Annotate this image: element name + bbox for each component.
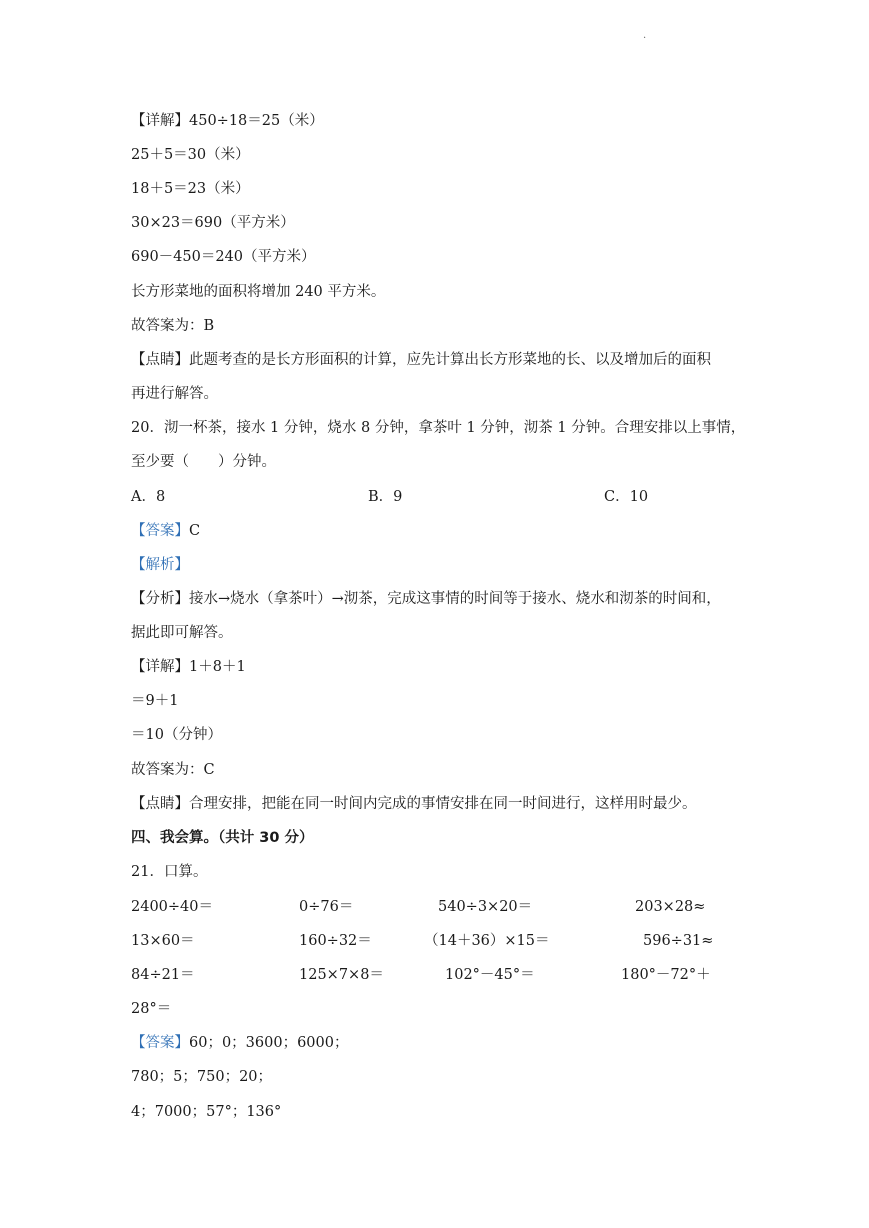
q21-answer-line2: 780；5；750；20； (131, 1069, 273, 1085)
q21-row2-item4: 596÷31≈ (643, 933, 714, 949)
comment-label: 【点睛】 (131, 796, 189, 812)
q19-line4: 30×23＝690（平方米） (131, 215, 295, 231)
q19-line5: 690－450＝240（平方米） (131, 249, 316, 265)
detail-label: 【详解】 (131, 113, 189, 129)
q20-detail-line2: ＝9＋1 (131, 693, 179, 709)
detail-text: 450÷18＝25（米） (189, 113, 324, 129)
answer-value: C (189, 523, 201, 539)
q21-row3-continuation: 28°＝ (131, 1001, 172, 1017)
q19-line6: 长方形菜地的面积将增加 240 平方米。 (131, 284, 386, 300)
detail-text: 1＋8＋1 (189, 659, 246, 675)
detail-label: 【详解】 (131, 659, 189, 675)
q21-row2-item3: （14＋36）×15＝ (424, 933, 550, 949)
q19-comment-line2: 再进行解答。 (131, 386, 218, 402)
q20-question-line2: 至少要（ ）分钟。 (131, 454, 276, 470)
analysis-text: 接水→烧水（拿茶叶）→沏茶，完成这事情的时间等于接水、烧水和沏茶的时间和， (189, 591, 721, 607)
q20-option-b: B．9 (368, 489, 403, 505)
comment-label: 【点睛】 (131, 352, 189, 368)
q20-option-c: C．10 (604, 489, 649, 505)
q20-analysis-line1 (131, 589, 721, 609)
q21-row1-item3: 540÷3×20＝ (438, 899, 533, 915)
q20-analysis-line2: 据此即可解答。 (131, 625, 233, 641)
q19-comment-line1 (131, 350, 711, 370)
q21-row3-item1: 84÷21＝ (131, 967, 195, 983)
q21-row2-item2: 160÷32＝ (299, 933, 372, 949)
q21-row1-item2: 0÷76＝ (299, 899, 354, 915)
q20-comment-line1 (131, 794, 697, 814)
answer-text: 60；0；3600；6000； (189, 1035, 349, 1051)
answer-label: 【答案】 (131, 1035, 189, 1051)
q21-row1-item4: 203×28≈ (635, 899, 706, 915)
section-title: 四、我会算。（共计 30 分） (131, 830, 314, 846)
q19-line3: 18＋5＝23（米） (131, 181, 250, 197)
q21-question: 21．口算。 (131, 864, 208, 880)
answer-label: 【答案】 (131, 523, 189, 539)
q19-line2: 25＋5＝30（米） (131, 147, 250, 163)
corner-mark: . (643, 30, 647, 41)
q21-row1-item1: 2400÷40＝ (131, 899, 214, 915)
q20-question-line1: 20．沏一杯茶，接水 1 分钟，烧水 8 分钟，拿茶叶 1 分钟，沏茶 1 分钟。合理安排以上事情， (131, 420, 746, 436)
q21-row3-item3: 102°－45°＝ (445, 967, 535, 983)
q20-analysis-label: 【解析】 (131, 557, 189, 573)
q21-answer-line1 (131, 1033, 348, 1053)
q20-answer (131, 521, 200, 541)
q21-row3-item4: 180°－72°＋ (621, 967, 711, 983)
comment-text: 合理安排，把能在同一时间内完成的事情安排在同一时间进行，这样用时最少。 (189, 796, 697, 812)
q20-option-a: A．8 (131, 489, 166, 505)
q21-row2-item1: 13×60＝ (131, 933, 195, 949)
q20-detail-line3: ＝10（分钟） (131, 727, 222, 743)
q20-detail-line1 (131, 657, 246, 677)
q19-answer-line: 故答案为：B (131, 318, 215, 334)
q19-detail-line1 (131, 111, 324, 131)
q21-row3-item2: 125×7×8＝ (299, 967, 384, 983)
comment-text: 此题考查的是长方形面积的计算，应先计算出长方形菜地的长、以及增加后的面积 (189, 352, 711, 368)
q21-answer-line3: 4；7000；57°；136° (131, 1104, 282, 1120)
analysis-sub-label: 【分析】 (131, 591, 189, 607)
q20-answer-line: 故答案为：C (131, 762, 215, 778)
